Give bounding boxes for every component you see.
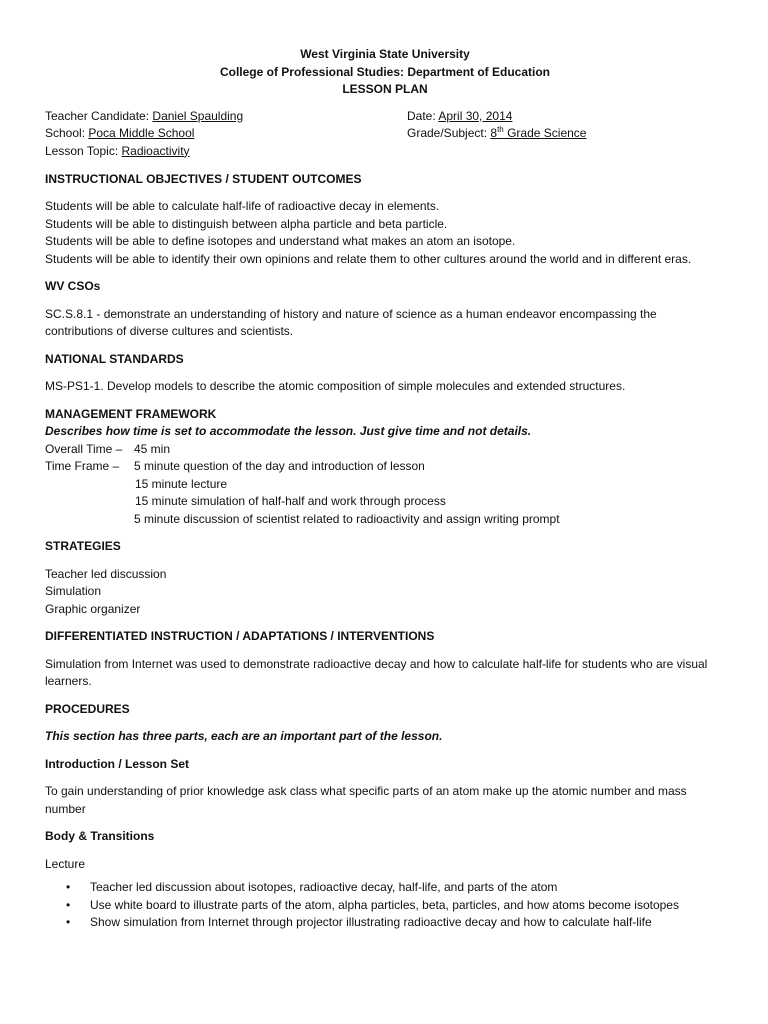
school-value: Poca Middle School (88, 126, 195, 140)
teacher-label: Teacher Candidate: (45, 108, 153, 123)
list-item-text: Use white board to illustrate parts of the atom, alpha particles, beta, particles, and how atoms become isotopes (90, 897, 679, 912)
lesson-info-right (407, 108, 586, 143)
wv-csos-heading: WV CSOs (45, 279, 101, 293)
college-title: College of Professional Studies: Department of Education (219, 64, 551, 79)
objective-item: Students will be able to identify their own opinions and relate them to other cultures around the world and in different eras. (45, 251, 692, 266)
time-frame-row (45, 476, 725, 494)
strategy-item: Teacher led discussion (45, 566, 167, 581)
time-frame-row (45, 511, 725, 529)
strategy-item: Graphic organizer (45, 601, 141, 616)
bullet-icon: • (66, 880, 71, 894)
strategy-item: Simulation (45, 584, 102, 598)
topic-row (45, 143, 243, 161)
objectives-list (45, 198, 725, 268)
grade-suffix: th (497, 125, 504, 134)
differentiated-text: Simulation from Internet was used to demonstrate radioactive decay and how to calculate half-life for students who are visual learners. (45, 656, 708, 688)
bullet-icon: • (66, 897, 71, 912)
strategies-heading: STRATEGIES (45, 539, 121, 553)
differentiated-heading: DIFFERENTIATED INSTRUCTION / ADAPTATIONS / INTERVENTIONS (45, 629, 435, 643)
date-label: Date: (407, 108, 439, 123)
introduction-text: To gain understanding of prior knowledge ask class what specific parts of an atom make up the atomic number and mass number (45, 784, 687, 816)
overall-time-label: Overall Time – (45, 441, 123, 456)
list-item (45, 879, 725, 897)
list-item-text: Show simulation from Internet through projector illustrating radioactive decay and how to calculate half-life (90, 915, 652, 929)
introduction-heading: Introduction / Lesson Set (45, 756, 190, 771)
lecture-bullet-list (45, 879, 725, 932)
overall-time-row (45, 441, 725, 459)
strategies-list (45, 566, 725, 619)
national-standards-text: MS-PS1-1. Develop models to describe the atomic composition of simple molecules and extended structures. (45, 379, 626, 393)
overall-time-value: 45 min (134, 441, 171, 456)
school-row (45, 125, 243, 143)
document-type: LESSON PLAN (342, 82, 428, 96)
topic-label: Lesson Topic: (45, 143, 122, 158)
procedures-heading: PROCEDURES (45, 701, 130, 716)
university-title: West Virginia State University (300, 47, 470, 61)
lecture-label: Lecture (45, 856, 86, 871)
time-frame-label: Time Frame – (45, 459, 120, 473)
list-item (45, 914, 725, 932)
management-note: Describes how time is set to accommodate the lesson. Just give time and not details. (45, 424, 532, 438)
lesson-plan-document (45, 46, 725, 932)
grade-value (490, 126, 586, 140)
national-standards-heading: NATIONAL STANDARDS (45, 351, 184, 366)
objectives-heading: INSTRUCTIONAL OBJECTIVES / STUDENT OUTCOMES (45, 171, 362, 186)
grade-row (407, 125, 586, 143)
time-frame-row (45, 458, 725, 476)
time-frame-item: 5 minute discussion of scientist related to radioactivity and assign writing prompt (134, 511, 560, 526)
teacher-row (45, 108, 243, 126)
body-transitions-heading: Body & Transitions (45, 829, 155, 843)
topic-value: Radioactivity (121, 143, 190, 158)
date-value: April 30, 2014 (438, 108, 513, 123)
time-frame-item: 5 minute question of the day and introduction of lesson (134, 459, 425, 473)
management-heading: MANAGEMENT FRAMEWORK (45, 406, 217, 421)
date-row (407, 108, 586, 126)
objective-item: Students will be able to calculate half-life of radioactive decay in elements. (45, 199, 440, 213)
lesson-info (45, 108, 725, 161)
objective-item: Students will be able to define isotopes and understand what makes an atom an isotope. (45, 234, 516, 248)
procedures-note: This section has three parts, each are an important part of the lesson. (45, 729, 443, 743)
objective-item: Students will be able to distinguish between alpha particle and beta particle. (45, 216, 448, 231)
lesson-info-left (45, 108, 243, 161)
grade-label: Grade/Subject: (407, 126, 491, 140)
time-frame-row (45, 493, 725, 511)
list-item (45, 897, 725, 915)
time-frame-item: 15 minute simulation of half-half and work through process (135, 494, 446, 508)
time-frame-item: 15 minute lecture (135, 476, 228, 491)
teacher-value: Daniel Spaulding (152, 108, 244, 123)
bullet-icon: • (66, 915, 71, 929)
grade-number: 8 (490, 126, 498, 140)
wv-csos-text: SC.S.8.1 - demonstrate an understanding of history and nature of science as a human endeavor encompassing the contributions of diverse cultures and scientists. (45, 306, 657, 338)
grade-subject: Grade Science (503, 126, 587, 140)
school-label: School: (45, 126, 89, 140)
list-item-text: Teacher led discussion about isotopes, radioactive decay, half-life, and parts of the atom (90, 880, 558, 894)
